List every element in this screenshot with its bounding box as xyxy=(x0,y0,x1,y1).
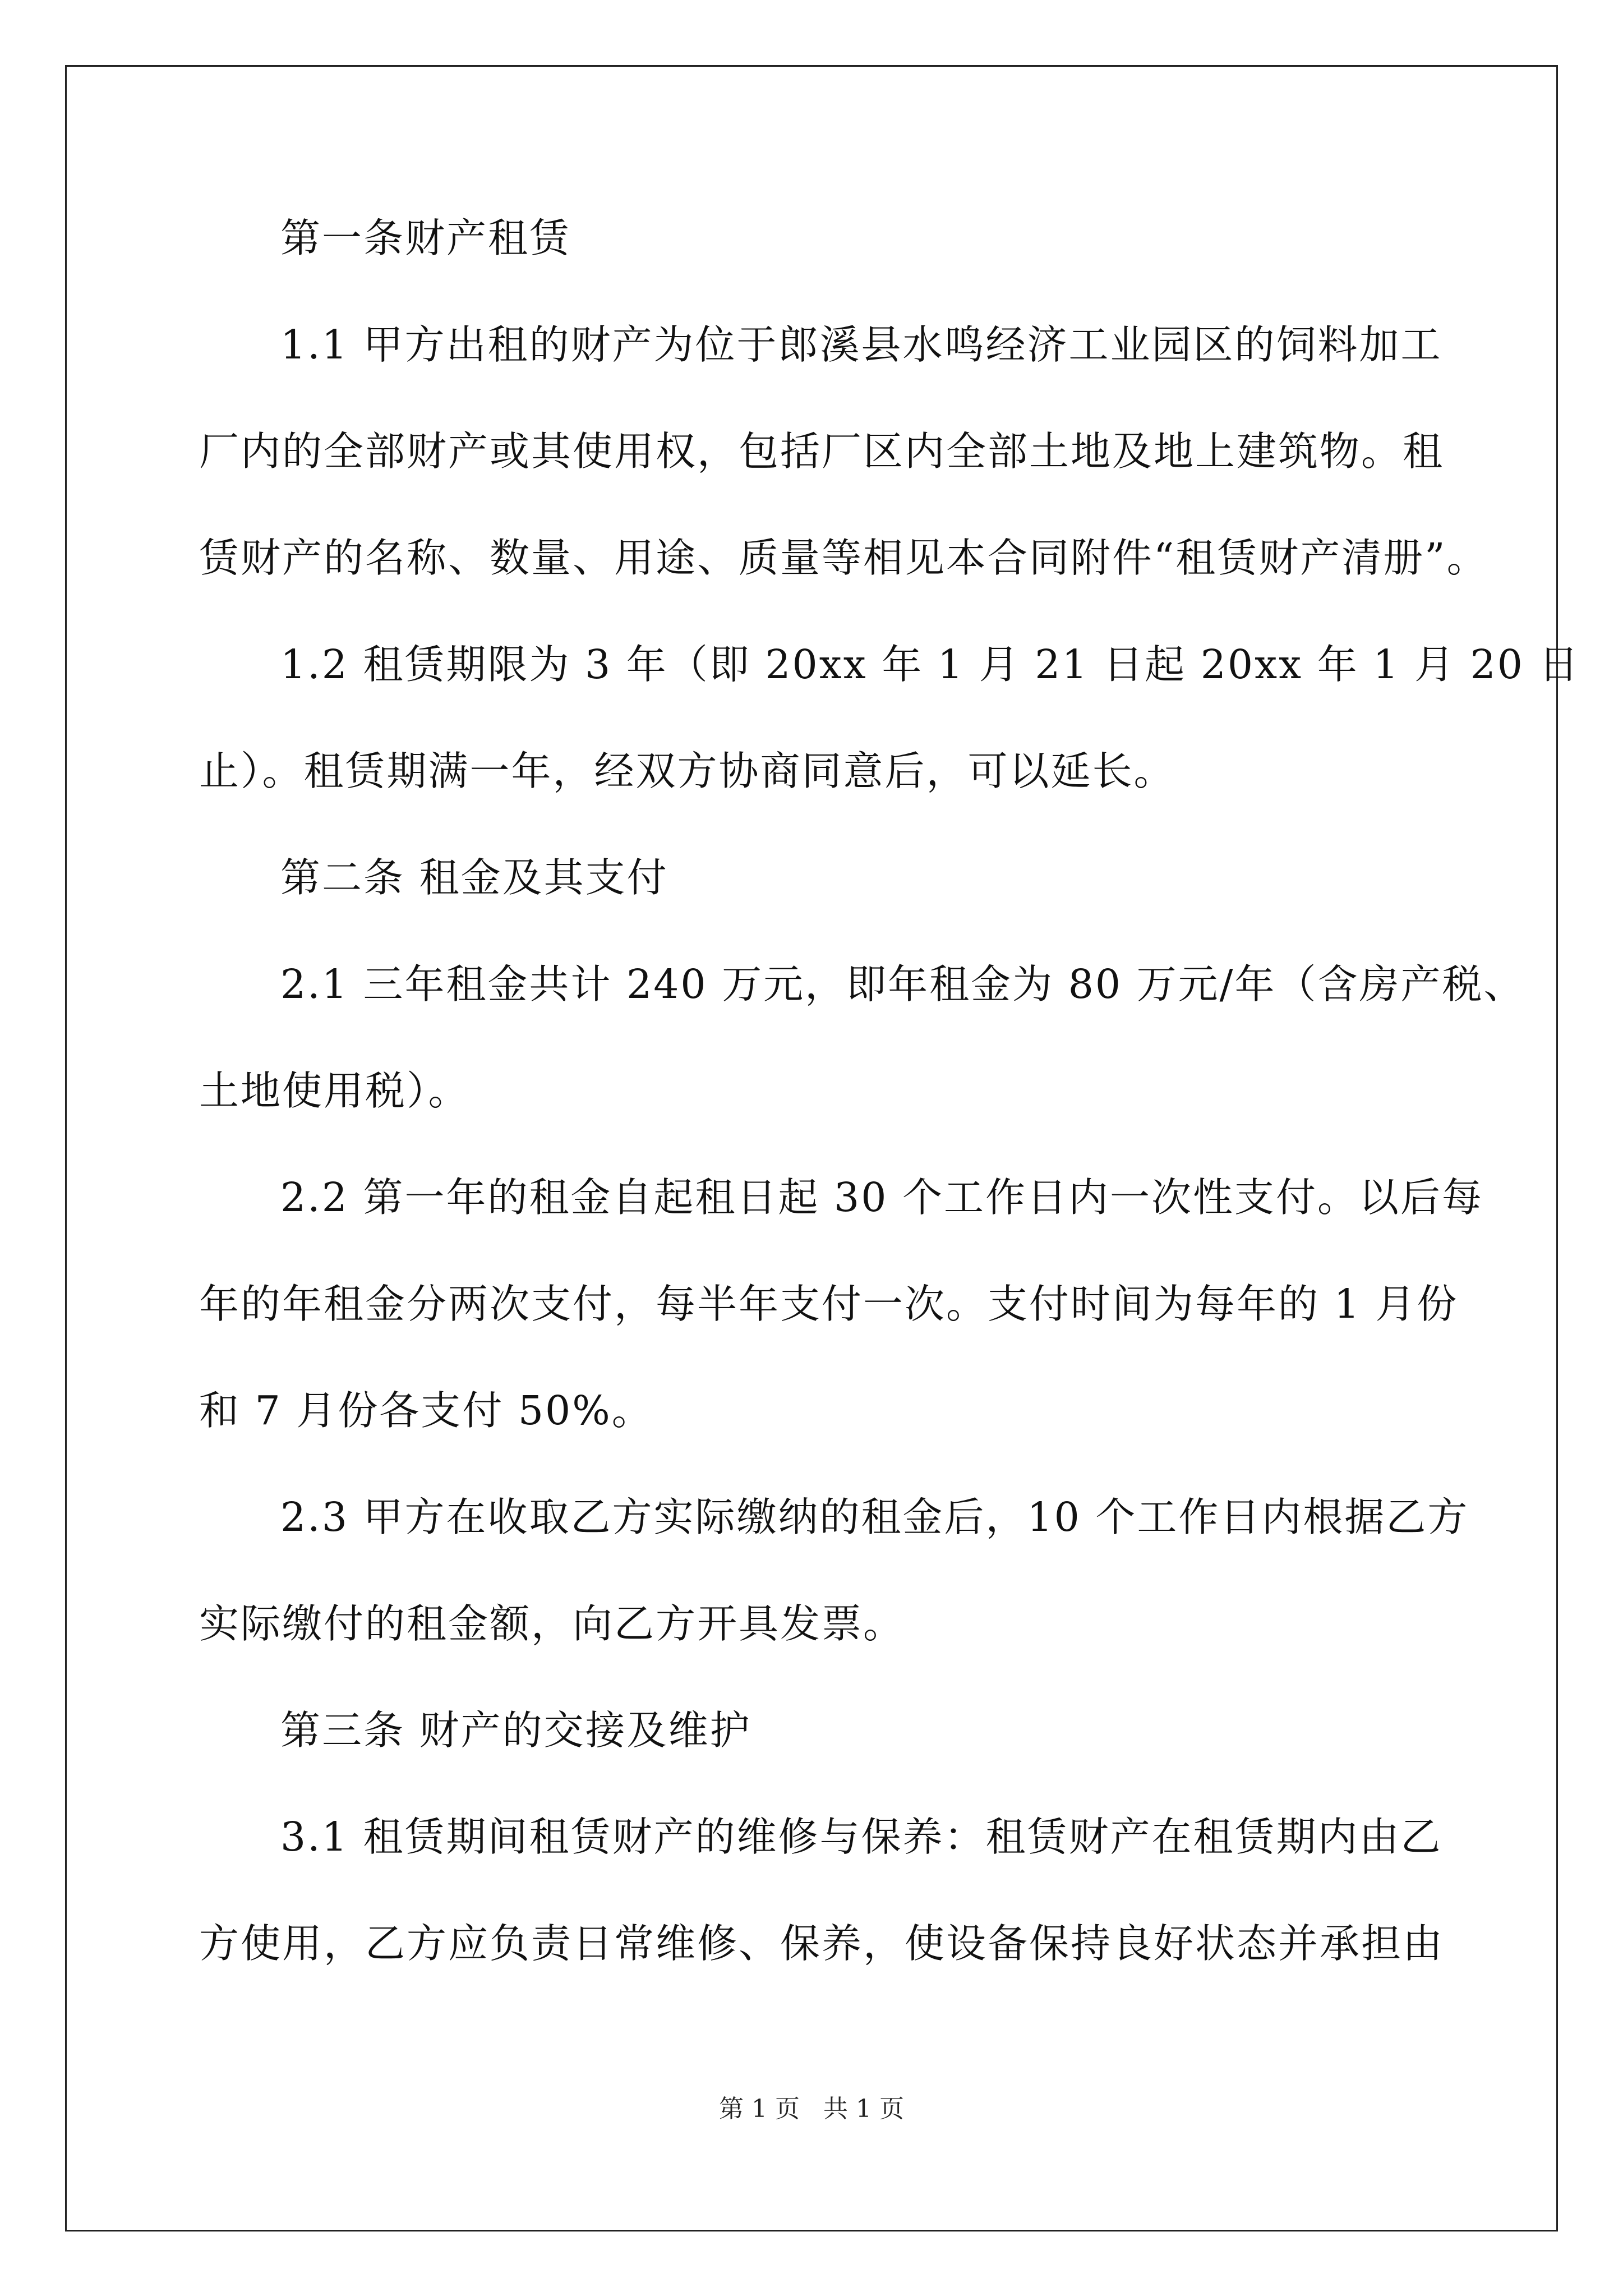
paragraph-line: 2.3 甲方在收取乙方实际缴纳的租金后，10 个工作日内根据乙方 xyxy=(280,1494,1469,1540)
paragraph-line: 实际缴付的租金额，向乙方开具发票。 xyxy=(199,1600,905,1647)
paragraph-line: 赁财产的名称、数量、用途、质量等相见本合同附件“租赁财产清册”。 xyxy=(199,535,1488,581)
section-heading-2: 第二条 租金及其支付 xyxy=(280,854,668,901)
page-number-footer: 第 1 页 共 1 页 xyxy=(719,2095,904,2123)
section-heading-1: 第一条财产租赁 xyxy=(280,215,571,261)
paragraph-line: 3.1 租赁期间租赁财产的维修与保养：租赁财产在租赁期内由乙 xyxy=(280,1814,1442,1860)
paragraph-line: 止）。租赁期满一年，经双方协商同意后，可以延长。 xyxy=(199,748,1175,794)
paragraph-line: 2.1 三年租金共计 240 万元，即年租金为 80 万元/年（含房产税、 xyxy=(280,961,1525,1007)
paragraph-line: 厂内的全部财产或其使用权，包括厂区内全部土地及地上建筑物。租 xyxy=(199,428,1445,475)
paragraph-line: 1.2 租赁期限为 3 年（即 20xx 年 1 月 21 日起 20xx 年 1 月 20 日 xyxy=(280,641,1580,688)
paragraph-line: 1.1 甲方出租的财产为位于郎溪县水鸣经济工业园区的饲料加工 xyxy=(280,321,1442,368)
page-border xyxy=(65,65,1558,2231)
paragraph-line: 年的年租金分两次支付，每半年支付一次。支付时间为每年的 1 月份 xyxy=(199,1281,1459,1327)
paragraph-line: 2.2 第一年的租金自起租日起 30 个工作日内一次性支付。以后每 xyxy=(280,1174,1483,1221)
paragraph-line: 和 7 月份各支付 50%。 xyxy=(199,1387,653,1434)
section-heading-3: 第三条 财产的交接及维护 xyxy=(280,1707,751,1754)
paragraph-line: 方使用，乙方应负责日常维修、保养，使设备保持良好状态并承担由 xyxy=(199,1920,1445,1967)
paragraph-line: 土地使用税）。 xyxy=(199,1068,470,1114)
